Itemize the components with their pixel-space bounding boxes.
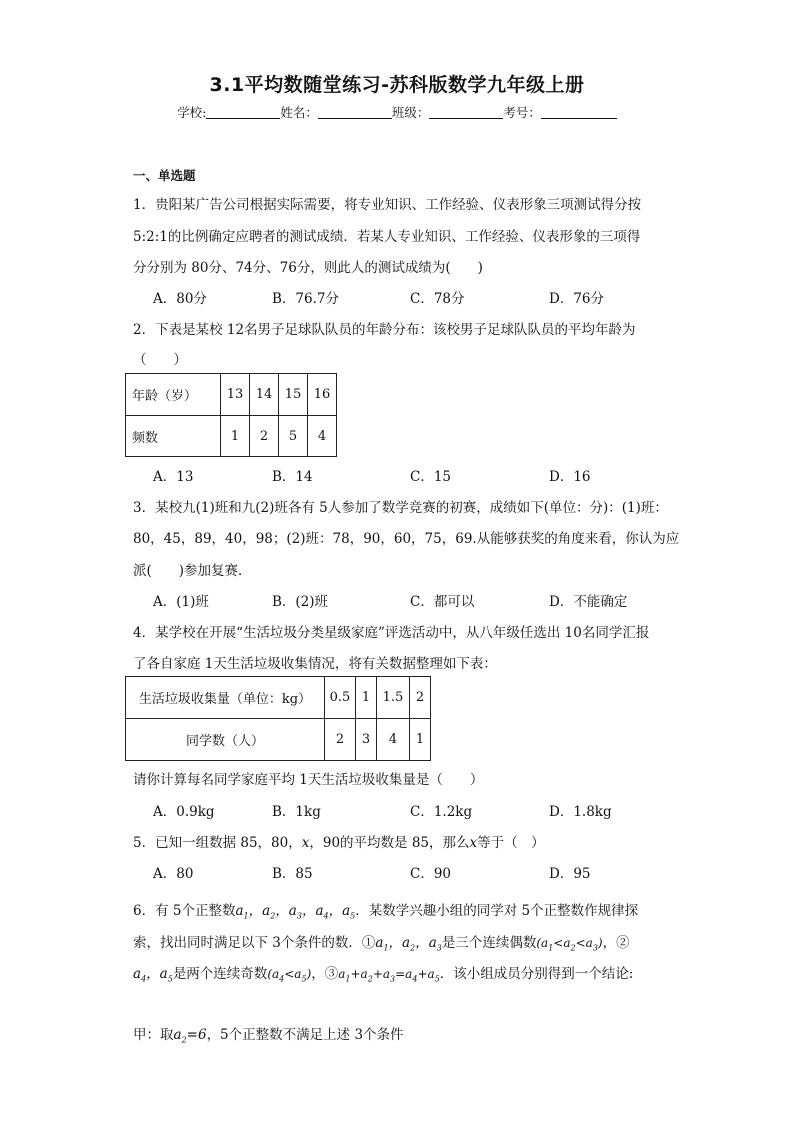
q3-option-a[interactable]: A．(1)班 xyxy=(153,594,209,610)
q2-line: （ ） xyxy=(133,352,187,368)
q1-line: 5:2:1的比例确定应聘者的测试成绩．若某人专业知识、工作经验、仪表形象的三项得 xyxy=(133,229,641,245)
q5-option-a[interactable]: A．80 xyxy=(153,866,194,882)
table-cell: 4 xyxy=(308,416,337,457)
q5-option-c[interactable]: C．90 xyxy=(410,866,452,882)
q6-text: 是三个连续偶数 xyxy=(441,935,537,951)
table-cell: 4 xyxy=(377,719,410,761)
garbage-collection-table xyxy=(125,676,431,761)
table-cell: 0.5 xyxy=(325,677,356,719)
q4-option-d[interactable]: D．1.8kg xyxy=(549,804,612,820)
q6-text: 6．有 5个正整数 xyxy=(133,903,236,919)
school-label: 学校: xyxy=(177,105,207,120)
q1-line: 1．贵阳某广告公司根据实际需要，将专业知识、工作经验、仪表形象三项测试得分按 xyxy=(133,197,642,213)
math-inequality: $(a_4<a_5)$ xyxy=(267,967,312,984)
exam-no-blank[interactable] xyxy=(541,105,617,119)
math-inequality: $(a_1<a_2<a_3)$ xyxy=(536,936,603,953)
q3-line: 派( )参加复赛． xyxy=(133,563,252,579)
math-a1-a2-a3: $a_1$，$a_2$，$a_3$ xyxy=(375,935,442,953)
math-sum-equation: $a_1+a_2+a_3=a_4+a_5$ xyxy=(338,967,440,984)
table-cell: 14 xyxy=(250,374,279,416)
q6-line xyxy=(133,1023,404,1045)
table-cell: 3 xyxy=(356,719,377,761)
table-cell: 13 xyxy=(221,374,250,416)
q1-option-b[interactable]: B．76.7分 xyxy=(272,291,339,307)
school-blank[interactable] xyxy=(206,105,280,119)
q1-option-a[interactable]: A．80分 xyxy=(153,291,207,307)
math-a4-a5: $a_4$，$a_5$ xyxy=(133,966,173,984)
q5-text: 5．已知一组数据 85，80， xyxy=(133,835,302,851)
q4-option-c[interactable]: C．1.2kg xyxy=(410,804,473,820)
q4-line: 4．某学校在开展“生活垃圾分类星级家庭”评选活动中，从八年级任选出 10名同学汇报 xyxy=(133,625,650,641)
q3-option-c[interactable]: C．都可以 xyxy=(410,594,475,610)
table-cell: 2 xyxy=(325,719,356,761)
table-cell: 15 xyxy=(279,374,308,416)
q1-option-c[interactable]: C．78分 xyxy=(410,291,465,307)
table-header-cell: 生活垃圾收集量（单位：kg） xyxy=(126,677,325,719)
q1-option-d[interactable]: D．76分 xyxy=(549,291,605,307)
q4-option-b[interactable]: B．1kg xyxy=(272,804,321,820)
math-a2-equals-6: $a_2=6$ xyxy=(173,1027,207,1045)
table-cell: 1 xyxy=(221,416,250,457)
q4-ask: 请你计算每名同学家庭平均 1天生活垃圾收集量是（ ） xyxy=(133,772,484,788)
name-blank[interactable] xyxy=(318,105,392,119)
table-header-cell: 同学数（人） xyxy=(126,719,325,761)
class-label: 班级： xyxy=(391,105,430,120)
q6-text: 甲：取 xyxy=(133,1027,174,1043)
q1-line: 分分别为 80分、74分、76分，则此人的测试成绩为( ) xyxy=(133,260,483,276)
q6-text: 索，找出同时满足以下 3个条件的数．① xyxy=(133,935,376,951)
q4-line: 了各自家庭 1天生活垃圾收集情况，将有关数据整理如下表： xyxy=(133,656,497,672)
q6-text: ，② xyxy=(602,935,630,951)
q5-text: ，90的平均数是 85，那么 xyxy=(309,835,470,851)
q2-option-d[interactable]: D．16 xyxy=(549,469,591,485)
q2-option-a[interactable]: A．13 xyxy=(153,469,194,485)
class-blank[interactable] xyxy=(429,105,503,119)
q2-option-b[interactable]: B．14 xyxy=(272,469,313,485)
table-cell: 2 xyxy=(410,677,431,719)
q6-line xyxy=(133,962,633,984)
q5-option-b[interactable]: B．85 xyxy=(272,866,313,882)
q6-line xyxy=(133,931,630,953)
q3-option-b[interactable]: B．(2)班 xyxy=(272,594,329,610)
q6-text: ．某数学兴趣小组的同学对 5个正整数作规律探 xyxy=(355,903,639,919)
variable-x: x xyxy=(301,835,310,851)
q2-option-c[interactable]: C．15 xyxy=(410,469,452,485)
table-header-cell: 年龄（岁） xyxy=(126,374,221,416)
q2-line: 2．下表是某校 12名男子足球队队员的年龄分布：该校男子足球队队员的平均年龄为 xyxy=(133,322,636,338)
q5-line xyxy=(133,831,545,851)
table-cell: 1 xyxy=(410,719,431,761)
table-cell: 1.5 xyxy=(377,677,410,719)
q6-line xyxy=(133,899,638,921)
q6-text: ，③ xyxy=(311,966,339,982)
table-cell: 1 xyxy=(356,677,377,719)
q6-text: ．该小组成员分别得到一个结论: xyxy=(439,966,634,982)
section-heading: 一、单选题 xyxy=(133,168,196,183)
table-header-cell: 频数 xyxy=(126,416,221,457)
page-title: 3.1平均数随堂练习-苏科版数学九年级上册 xyxy=(209,74,585,96)
table-cell: 2 xyxy=(250,416,279,457)
q4-option-a[interactable]: A．0.9kg xyxy=(153,804,215,820)
q5-text: 等于（ ） xyxy=(477,835,545,851)
math-a1-a5: $a_1$，$a_2$，$a_3$，$a_4$，$a_5$ xyxy=(235,903,356,921)
exam-no-label: 考号： xyxy=(503,105,541,120)
q5-option-d[interactable]: D．95 xyxy=(549,866,591,882)
table-cell: 16 xyxy=(308,374,337,416)
student-info-line xyxy=(0,103,794,121)
q3-option-d[interactable]: D．不能确定 xyxy=(549,594,628,610)
age-frequency-table xyxy=(125,373,337,457)
q6-text: ，5个正整数不满足上述 3个条件 xyxy=(206,1027,404,1043)
q3-line: 3．某校九(1)班和九(2)班各有 5人参加了数学竞赛的初赛，成绩如下(单位：分)：(1)班： xyxy=(133,500,668,516)
variable-x: x xyxy=(469,835,478,851)
name-label: 姓名： xyxy=(280,105,318,120)
q3-line: 80，45，89，40，98；(2)班：78，90，60，75，69.从能够获奖的角度来看，你认为应 xyxy=(133,531,680,547)
q6-text: 是两个连续奇数 xyxy=(172,966,268,982)
table-cell: 5 xyxy=(279,416,308,457)
